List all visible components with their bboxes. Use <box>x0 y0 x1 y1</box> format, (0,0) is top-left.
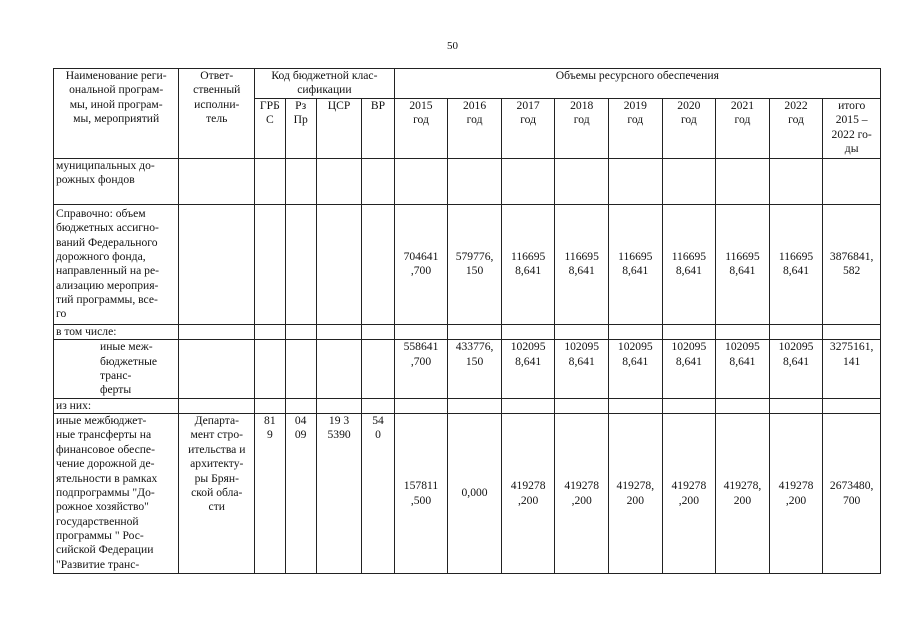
cell-value: 116695 8,641 <box>769 204 823 324</box>
col-header-year: 2020 год <box>662 98 716 158</box>
cell-value: 558641 ,700 <box>394 340 448 399</box>
col-header-year: 2022 год <box>769 98 823 158</box>
cell-value: 116695 8,641 <box>555 204 609 324</box>
cell-csr: 19 3 5390 <box>316 414 361 574</box>
cell-value: 116695 8,641 <box>716 204 770 324</box>
cell-value: 419278 ,200 <box>769 414 823 574</box>
cell-value: 704641 ,700 <box>394 204 448 324</box>
table-row <box>54 204 881 324</box>
cell-value: 419278, 200 <box>609 414 663 574</box>
row-name: иные меж- бюджетные транс- ферты <box>54 340 179 399</box>
header-row-1 <box>54 69 881 99</box>
row-name: муниципальных до- рожных фондов <box>54 158 179 204</box>
col-header-year: 2021 год <box>716 98 770 158</box>
cell-value: 102095 8,641 <box>609 340 663 399</box>
table-row <box>54 398 881 413</box>
col-header-year: 2017 год <box>501 98 555 158</box>
col-header-csr: ЦСР <box>316 98 361 158</box>
cell-value: 3275161, 141 <box>823 340 881 399</box>
cell-value: 116695 8,641 <box>501 204 555 324</box>
cell-value: 102095 8,641 <box>555 340 609 399</box>
col-header-rzpr: Рз Пр <box>285 98 316 158</box>
cell-value: 102095 8,641 <box>716 340 770 399</box>
col-header-total: итого 2015 – 2022 го- ды <box>823 98 881 158</box>
cell-value: 102095 8,641 <box>501 340 555 399</box>
table-row <box>54 324 881 339</box>
page-number: 50 <box>447 40 458 52</box>
cell-value: 0,000 <box>448 414 502 574</box>
cell-value: 3876841, 582 <box>823 204 881 324</box>
col-header-year: 2016 год <box>448 98 502 158</box>
cell-grbs: 81 9 <box>255 414 285 574</box>
col-header-year: 2015 год <box>394 98 448 158</box>
cell-value: 419278 ,200 <box>662 414 716 574</box>
cell-value: 419278 ,200 <box>555 414 609 574</box>
cell-value: 116695 8,641 <box>662 204 716 324</box>
cell-value: 102095 8,641 <box>662 340 716 399</box>
col-header-responsible: Ответ- ственный исполни- тель <box>179 69 255 159</box>
col-header-budget-code: Код бюджетной клас- сификации <box>255 69 395 99</box>
budget-table <box>53 68 881 574</box>
cell-value: 116695 8,641 <box>609 204 663 324</box>
cell-value: 419278, 200 <box>716 414 770 574</box>
col-header-year: 2018 год <box>555 98 609 158</box>
col-header-grbs: ГРБ С <box>255 98 285 158</box>
table-row <box>54 340 881 399</box>
cell-rzpr: 04 09 <box>285 414 316 574</box>
cell-responsible: Департа- мент стро- ительства и архитекту- ры Брян- ской обла- сти <box>179 414 255 574</box>
col-header-name: Наименование реги- ональной програм- мы, иной програм- мы, мероприятий <box>54 69 179 159</box>
cell-value: 579776, 150 <box>448 204 502 324</box>
cell-vr: 54 0 <box>362 414 394 574</box>
col-header-resources: Объемы ресурсного обеспечения <box>394 69 880 99</box>
table-row <box>54 414 881 574</box>
col-header-vr: ВР <box>362 98 394 158</box>
cell-value: 2673480, 700 <box>823 414 881 574</box>
col-header-year: 2019 год <box>609 98 663 158</box>
cell-value: 419278 ,200 <box>501 414 555 574</box>
row-name: Справочно: объем бюджетных ассигно- ваний Федерального дорожного фонда, направленный на ре- ализацию мероприя- тий программы, все- го <box>54 204 179 324</box>
table-row <box>54 158 881 204</box>
row-name: из них: <box>54 398 179 413</box>
cell-value: 433776, 150 <box>448 340 502 399</box>
row-name: иные межбюджет- ные трансферты на финансовое обеспе- чение дорожной де- ятельности в рамках подпрограммы "До- рожное хозяйство" государственной программы " Рос- сийской Федерации "Развитие транс- <box>54 414 179 574</box>
cell-value: 157811 ,500 <box>394 414 448 574</box>
cell-value: 102095 8,641 <box>769 340 823 399</box>
row-name: в том числе: <box>54 324 179 339</box>
